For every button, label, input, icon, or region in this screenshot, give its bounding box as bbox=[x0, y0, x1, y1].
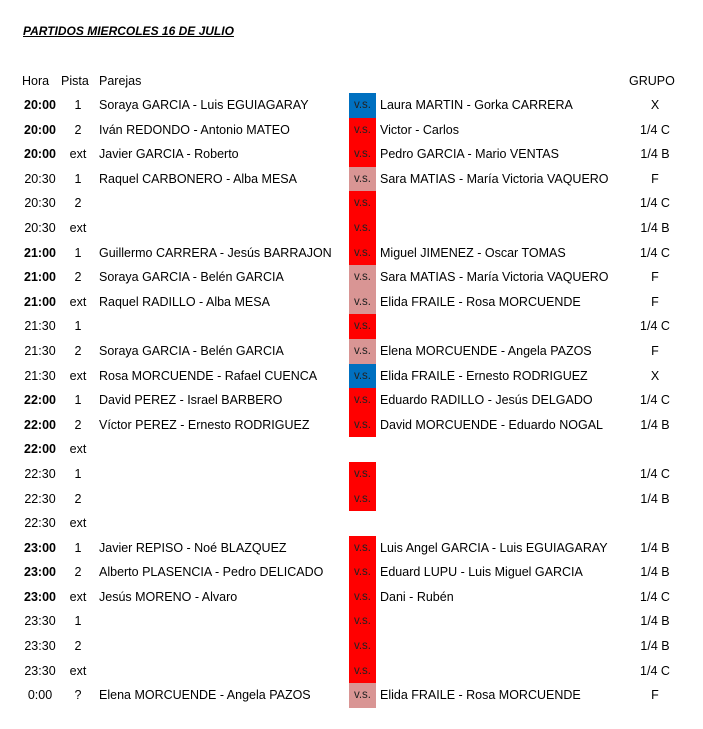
vs-cell: v.s. bbox=[349, 364, 376, 389]
table-row bbox=[0, 216, 703, 241]
table-row bbox=[0, 265, 703, 290]
pareja1-cell: Jesús MORENO - Alvaro bbox=[99, 589, 238, 604]
hora-cell: 20:30 bbox=[24, 171, 56, 186]
pista-cell: ext bbox=[69, 220, 87, 235]
vs-cell: v.s. bbox=[349, 241, 376, 266]
table-row bbox=[0, 413, 703, 438]
grupo-cell: F bbox=[651, 343, 659, 358]
pista-cell: 1 bbox=[74, 540, 82, 555]
grupo-cell: 1/4 B bbox=[640, 491, 670, 506]
vs-cell: v.s. bbox=[349, 265, 376, 290]
table-row bbox=[0, 462, 703, 487]
pista-cell: ext bbox=[69, 294, 87, 309]
pista-cell: ext bbox=[69, 589, 87, 604]
hora-cell: 0:00 bbox=[27, 688, 53, 703]
table-row bbox=[0, 314, 703, 339]
pista-cell: ext bbox=[69, 147, 87, 162]
vs-cell: v.s. bbox=[349, 216, 376, 241]
grupo-cell: 1/4 C bbox=[640, 245, 670, 260]
grupo-cell: X bbox=[650, 98, 660, 112]
pareja2-cell: David MORCUENDE - Eduardo NOGAL bbox=[380, 417, 603, 432]
hora-cell: 22:00 bbox=[24, 393, 56, 408]
hora-cell: 23:30 bbox=[24, 639, 56, 654]
grupo-cell: X bbox=[650, 368, 660, 383]
grupo-cell: F bbox=[651, 294, 659, 309]
grupo-cell: 1/4 C bbox=[640, 122, 670, 137]
grupo-cell: 1/4 C bbox=[640, 663, 670, 678]
vs-cell: v.s. bbox=[349, 191, 376, 216]
pareja2-cell: Elida FRAILE - Ernesto RODRIGUEZ bbox=[380, 368, 588, 383]
vs-cell bbox=[349, 511, 376, 536]
pista-cell: 1 bbox=[74, 319, 82, 334]
pista-cell: 2 bbox=[74, 196, 82, 211]
pista-cell: 2 bbox=[74, 122, 82, 137]
grupo-cell bbox=[625, 437, 685, 462]
table-row bbox=[0, 167, 703, 192]
table-row bbox=[0, 536, 703, 561]
table-row bbox=[0, 437, 703, 462]
pareja2-cell: Sara MATIAS - María Victoria VAQUERO bbox=[380, 270, 609, 285]
table-row bbox=[0, 659, 703, 684]
grupo-cell bbox=[625, 511, 685, 536]
pista-cell: ext bbox=[69, 442, 87, 457]
pareja1-cell: Javier GARCIA - Roberto bbox=[99, 147, 239, 162]
grupo-cell: 1/4 C bbox=[640, 319, 670, 334]
vs-cell: v.s. bbox=[349, 93, 376, 118]
vs-cell: v.s. bbox=[349, 536, 376, 561]
pista-cell: 1 bbox=[74, 245, 82, 260]
grupo-cell: 1/4 C bbox=[640, 393, 670, 408]
pareja2-cell: Elida FRAILE - Rosa MORCUENDE bbox=[380, 688, 581, 703]
pareja2-cell: Victor - Carlos bbox=[380, 122, 459, 137]
vs-cell: v.s. bbox=[349, 314, 376, 339]
hora-cell: 21:30 bbox=[24, 343, 56, 358]
pareja1-cell: Guillermo CARRERA - Jesús BARRAJON bbox=[99, 245, 332, 260]
matches-table bbox=[0, 93, 703, 708]
grupo-cell: 1/4 B bbox=[640, 147, 670, 162]
pareja1-cell: Soraya GARCIA - Luis EGUIAGARAY bbox=[99, 98, 309, 112]
table-row bbox=[0, 339, 703, 364]
hora-cell: 22:30 bbox=[24, 466, 56, 481]
table-row bbox=[0, 487, 703, 512]
pista-cell: 1 bbox=[74, 466, 82, 481]
table-row bbox=[0, 364, 703, 389]
table-row bbox=[0, 683, 703, 708]
grupo-cell: 1/4 C bbox=[640, 589, 670, 604]
pareja1-cell: David PEREZ - Israel BARBERO bbox=[99, 393, 283, 408]
header-pista: Pista bbox=[61, 74, 89, 88]
table-row bbox=[0, 585, 703, 610]
grupo-cell: 1/4 B bbox=[640, 614, 670, 629]
table-row bbox=[0, 388, 703, 413]
pista-cell: 1 bbox=[74, 98, 82, 112]
pista-cell: 1 bbox=[74, 614, 82, 629]
hora-cell: 20:30 bbox=[24, 220, 56, 235]
hora-cell: 21:00 bbox=[24, 294, 56, 309]
page-title: PARTIDOS MIERCOLES 16 DE JULIO bbox=[23, 24, 234, 38]
pareja1-cell: Soraya GARCIA - Belén GARCIA bbox=[99, 270, 284, 285]
table-row bbox=[0, 241, 703, 266]
pista-cell: 1 bbox=[74, 393, 82, 408]
vs-cell: v.s. bbox=[349, 683, 376, 708]
pareja2-cell: Luis Angel GARCIA - Luis EGUIAGARAY bbox=[380, 540, 608, 555]
pareja2-cell: Elida FRAILE - Rosa MORCUENDE bbox=[380, 294, 581, 309]
table-row bbox=[0, 560, 703, 585]
table-row bbox=[0, 609, 703, 634]
pista-cell: ext bbox=[69, 368, 87, 383]
hora-cell: 23:30 bbox=[24, 614, 56, 629]
vs-cell: v.s. bbox=[349, 167, 376, 192]
pareja2-cell: Pedro GARCIA - Mario VENTAS bbox=[380, 147, 559, 162]
hora-cell: 21:30 bbox=[24, 368, 56, 383]
pista-cell: 2 bbox=[74, 270, 82, 285]
pista-cell: 2 bbox=[74, 491, 82, 506]
pista-cell: 2 bbox=[74, 565, 82, 580]
table-row bbox=[0, 191, 703, 216]
header-grupo: GRUPO bbox=[629, 74, 675, 88]
vs-cell: v.s. bbox=[349, 585, 376, 610]
grupo-cell: 1/4 B bbox=[640, 540, 670, 555]
vs-cell: v.s. bbox=[349, 413, 376, 438]
pista-cell: ext bbox=[69, 516, 87, 531]
pareja1-cell: Raquel CARBONERO - Alba MESA bbox=[99, 171, 297, 186]
hora-cell: 20:00 bbox=[24, 122, 56, 137]
pareja1-cell: Víctor PEREZ - Ernesto RODRIGUEZ bbox=[99, 417, 310, 432]
grupo-cell: F bbox=[651, 270, 659, 285]
vs-cell bbox=[349, 437, 376, 462]
pista-cell: 2 bbox=[74, 417, 82, 432]
grupo-cell: F bbox=[651, 171, 659, 186]
pareja2-cell: Elena MORCUENDE - Angela PAZOS bbox=[380, 343, 592, 358]
vs-cell: v.s. bbox=[349, 609, 376, 634]
hora-cell: 22:30 bbox=[24, 491, 56, 506]
pista-cell: ? bbox=[74, 688, 82, 703]
hora-cell: 22:00 bbox=[24, 417, 56, 432]
pista-cell: 2 bbox=[74, 639, 82, 654]
table-row bbox=[0, 142, 703, 167]
vs-cell: v.s. bbox=[349, 118, 376, 143]
grupo-cell: 1/4 B bbox=[640, 220, 670, 235]
grupo-cell: 1/4 B bbox=[640, 639, 670, 654]
pista-cell: 1 bbox=[74, 171, 82, 186]
vs-cell: v.s. bbox=[349, 659, 376, 684]
pareja1-cell: Iván REDONDO - Antonio MATEO bbox=[99, 122, 290, 137]
hora-cell: 23:00 bbox=[24, 565, 56, 580]
pareja1-cell: Javier REPISO - Noé BLAZQUEZ bbox=[99, 540, 287, 555]
grupo-cell: F bbox=[651, 688, 659, 703]
pareja1-cell: Soraya GARCIA - Belén GARCIA bbox=[99, 343, 284, 358]
hora-cell: 23:30 bbox=[24, 663, 56, 678]
table-row bbox=[0, 93, 703, 118]
vs-cell: v.s. bbox=[349, 487, 376, 512]
pareja1-cell: Alberto PLASENCIA - Pedro DELICADO bbox=[99, 565, 324, 580]
grupo-cell: 1/4 B bbox=[640, 565, 670, 580]
hora-cell: 23:00 bbox=[24, 589, 56, 604]
hora-cell: 20:00 bbox=[24, 147, 56, 162]
hora-cell: 21:00 bbox=[24, 270, 56, 285]
pareja2-cell: Eduardo RADILLO - Jesús DELGADO bbox=[380, 393, 593, 408]
hora-cell: 20:00 bbox=[24, 98, 56, 112]
vs-cell: v.s. bbox=[349, 634, 376, 659]
hora-cell: 20:30 bbox=[24, 196, 56, 211]
pareja2-cell: Miguel JIMENEZ - Oscar TOMAS bbox=[380, 245, 566, 260]
hora-cell: 21:00 bbox=[24, 245, 56, 260]
vs-cell: v.s. bbox=[349, 560, 376, 585]
vs-cell: v.s. bbox=[349, 462, 376, 487]
pareja2-cell: Dani - Rubén bbox=[380, 589, 454, 604]
hora-cell: 21:30 bbox=[24, 319, 56, 334]
pista-cell: ext bbox=[69, 663, 87, 678]
pareja1-cell: Rosa MORCUENDE - Rafael CUENCA bbox=[99, 368, 318, 383]
vs-cell: v.s. bbox=[349, 339, 376, 364]
pareja2-cell: Eduard LUPU - Luis Miguel GARCIA bbox=[380, 565, 583, 580]
pareja1-cell: Raquel RADILLO - Alba MESA bbox=[99, 294, 270, 309]
table-row bbox=[0, 290, 703, 315]
hora-cell: 22:00 bbox=[24, 442, 56, 457]
pareja2-cell: Sara MATIAS - María Victoria VAQUERO bbox=[380, 171, 609, 186]
pareja2-cell: Laura MARTIN - Gorka CARRERA bbox=[380, 98, 573, 112]
table-row bbox=[0, 634, 703, 659]
grupo-cell: 1/4 C bbox=[640, 196, 670, 211]
header-parejas: Parejas bbox=[99, 74, 142, 88]
header-hora: Hora bbox=[22, 74, 50, 88]
vs-cell: v.s. bbox=[349, 142, 376, 167]
pista-cell: 2 bbox=[74, 343, 82, 358]
table-row bbox=[0, 511, 703, 536]
hora-cell: 23:00 bbox=[24, 540, 56, 555]
table-row bbox=[0, 118, 703, 143]
pareja1-cell: Elena MORCUENDE - Angela PAZOS bbox=[99, 688, 311, 703]
vs-cell: v.s. bbox=[349, 388, 376, 413]
hora-cell: 22:30 bbox=[24, 516, 56, 531]
vs-cell: v.s. bbox=[349, 290, 376, 315]
grupo-cell: 1/4 C bbox=[640, 466, 670, 481]
grupo-cell: 1/4 B bbox=[640, 417, 670, 432]
